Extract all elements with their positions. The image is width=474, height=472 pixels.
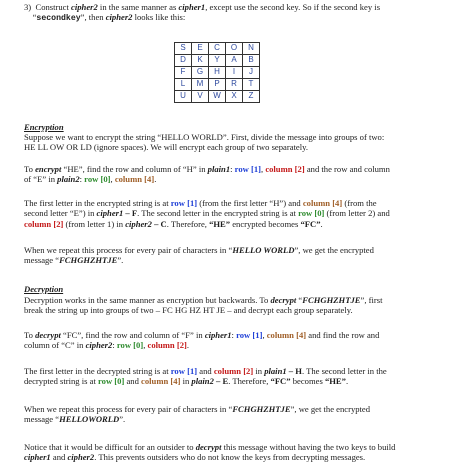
grid-cell: K <box>192 55 209 67</box>
intro-paragraph: 3) Construct cipher2 in the same manner as cipher1, except use the second key. So if the second key is “secondkey”, then cipher2 looks like this: <box>24 2 381 24</box>
grid-cell: J <box>243 67 260 79</box>
grid-row <box>175 67 260 79</box>
item-number: 3) <box>24 2 32 12</box>
encryption-paragraph-1: Suppose we want to encrypt the string “HELLO WORLD”. First, divide the message into groups of two: HE LL OW OR LD (ignore spaces). We will encrypt each group of two separately. <box>24 132 385 153</box>
grid-row <box>175 55 260 67</box>
decryption-paragraph-1: Decryption works in the same manner as encryption but backwards. To decrypt “FCHGHZHTJE”, first break the string up into groups of two – FC HG HZ HT JE – and decrypt each group separately. <box>24 295 383 316</box>
encryption-paragraph-3: The first letter in the encrypted string is at row [1] (from the first letter “H”) and column [4] (from the second letter “E”) in cipher1 – F. The second letter in the encrypted string is at row [0] (from letter 2) and column [2] (from letter 1) in cipher2 – C. Therefore, “HE” encrypted becomes “FC”. <box>24 198 390 229</box>
encryption-heading: Encryption <box>24 122 64 132</box>
grid-cell: H <box>209 67 226 79</box>
grid-cell: B <box>243 55 260 67</box>
grid-cell: A <box>226 55 243 67</box>
decryption-paragraph-4: When we repeat this process for every pair of characters in “FCHGHZHTJE”, we get the encrypted message “HELLOWORLD”. <box>24 404 371 425</box>
decryption-heading: Decryption <box>24 284 64 294</box>
encryption-paragraph-2: To encrypt “HE”, find the row and column of “H” in plain1: row [1], column [2] and the row and column of “E” in plain2: row [0], column [4]. <box>24 164 390 185</box>
encryption-paragraph-4: When we repeat this process for every pair of characters in “HELLO WORLD”, we get the encrypted message “FCHGHZHTJE”. <box>24 245 374 266</box>
cipher2-grid <box>174 42 260 103</box>
grid-cell: W <box>209 91 226 103</box>
grid-cell: R <box>226 79 243 91</box>
decryption-paragraph-3: The first letter in the decrypted string is at row [1] and column [2] in plain1 – H. The second letter in the decrypted string is at row [0] and column [4] in plain2 – E. Therefore, “FC” becomes “HE”. <box>24 366 387 387</box>
grid-row <box>175 91 260 103</box>
grid-cell: X <box>226 91 243 103</box>
grid-cell: U <box>175 91 192 103</box>
cipher2-term: cipher2 <box>71 2 98 12</box>
grid-cell: N <box>243 43 260 55</box>
grid-cell: F <box>175 67 192 79</box>
grid-cell: E <box>192 43 209 55</box>
decryption-paragraph-5: Notice that it would be difficult for an outsider to decrypt this message without having the two keys to build cipher1 and cipher2. This prevents outsiders who do not know the keys from decrypting messages. <box>24 442 396 463</box>
decryption-paragraph-2: To decrypt “FC”, find the row and column of “F” in cipher1: row [1], column [4] and find the row and column of “C” in cipher2: row [0], column [2]. <box>24 330 380 351</box>
grid-row <box>175 79 260 91</box>
grid-cell: M <box>192 79 209 91</box>
grid-cell: P <box>209 79 226 91</box>
grid-cell: V <box>192 91 209 103</box>
grid-cell: Y <box>209 55 226 67</box>
cipher1-term: cipher1 <box>178 2 206 12</box>
grid-cell: L <box>175 79 192 91</box>
second-key: secondkey <box>36 14 81 24</box>
grid-cell: T <box>243 79 260 91</box>
grid-cell: C <box>209 43 226 55</box>
grid-row <box>175 43 260 55</box>
grid-cell: G <box>192 67 209 79</box>
grid-cell: I <box>226 67 243 79</box>
grid-cell: D <box>175 55 192 67</box>
grid-cell: S <box>175 43 192 55</box>
grid-cell: O <box>226 43 243 55</box>
grid-cell: Z <box>243 91 260 103</box>
